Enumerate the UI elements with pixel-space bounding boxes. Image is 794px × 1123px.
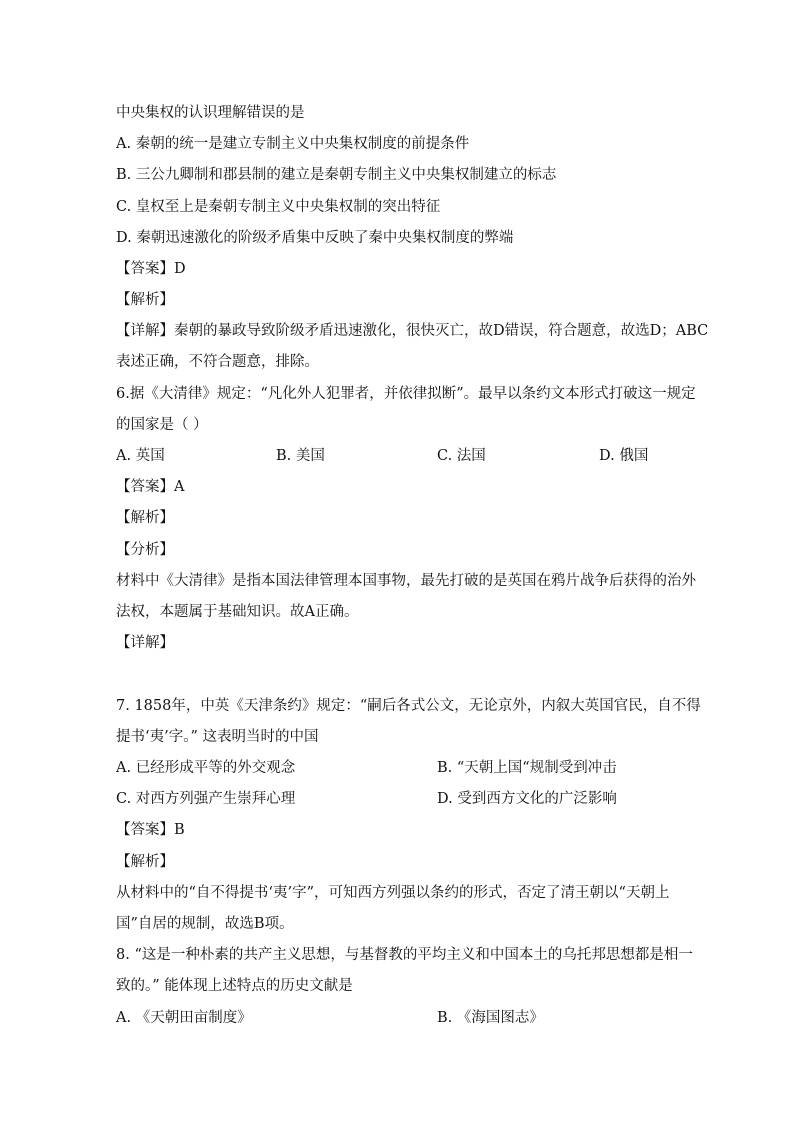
q5-option-d: D. 秦朝迅速激化的阶级矛盾集中反映了秦中央集权制度的弊端 [116, 230, 514, 246]
q6-detail-title: 【详解】 [116, 635, 174, 651]
q5-detail-line2: 表述正确，不符合题意，排除。 [116, 354, 319, 370]
q5-option-a: A. 秦朝的统一是建立专制主义中央集权制度的前提条件 [116, 136, 470, 152]
q5-stem-tail: 中央集权的认识理解错误的是 [116, 105, 305, 121]
q6-option-c: C. 法国 [437, 448, 486, 464]
q6-option-b: B. 美国 [276, 448, 325, 464]
q7-option-b: B. “天朝上国“规制受到冲击 [437, 760, 617, 776]
q6-fenxi-title: 【分析】 [116, 542, 174, 558]
q7-analysis-line1: 从材料中的“自不得提书‘夷’字”，可知西方列强以条约的形式，否定了清王朝以“天朝上 [116, 885, 670, 901]
q6-stem-line1: 6.据《大清律》规定：“凡化外人犯罪者，并依律拟断”。最早以条约文本形式打破这一规定 [116, 386, 696, 402]
q6-fenxi-line1: 材料中《大清律》是指本国法律管理本国事物，最先打破的是英国在鸦片战争后获得的治外 [116, 573, 696, 589]
q7-option-a: A. 已经形成平等的外交观念 [116, 760, 296, 776]
q6-analysis-title: 【解析】 [116, 510, 174, 526]
q5-option-c: C. 皇权至上是秦朝专制主义中央集权制的突出特征 [116, 199, 441, 215]
q5-answer: 【答案】D [116, 261, 186, 277]
q7-analysis-line2: 国”自居的规制，故选B项。 [116, 916, 294, 932]
q7-stem-line2: 提书‘夷’字。” 这表明当时的中国 [116, 729, 319, 745]
q7-stem-line1: 7. 1858年，中英《天津条约》规定：“嗣后各式公文，无论京外，内叙大英国官民，自不得 [116, 698, 701, 714]
q6-answer: 【答案】A [116, 479, 185, 495]
q5-option-b: B. 三公九卿制和郡县制的建立是秦朝专制主义中央集权制建立的标志 [116, 167, 557, 183]
q6-option-d: D. 俄国 [599, 448, 649, 464]
q5-detail-line1: 【详解】秦朝的暴政导致阶级矛盾迅速激化，很快灭亡，故D错误，符合题意，故选D；ABC [116, 323, 709, 339]
q8-option-a: A. 《天朝田亩制度》 [116, 1010, 252, 1026]
q7-option-d: D. 受到西方文化的广泛影响 [437, 791, 617, 807]
q8-stem-line2: 致的。” 能体现上述特点的历史文献是 [116, 978, 353, 994]
q7-answer: 【答案】B [116, 822, 185, 838]
q5-analysis-title: 【解析】 [116, 292, 174, 308]
q8-stem-line1: 8. “这是一种朴素的共产主义思想，与基督教的平均主义和中国本土的乌托邦思想都是相一 [116, 947, 693, 963]
q6-stem-line2: 的国家是（ ） [116, 417, 208, 433]
q7-option-c: C. 对西方列强产生崇拜心理 [116, 791, 296, 807]
q7-analysis-title: 【解析】 [116, 854, 174, 870]
q8-option-b: B. 《海国图志》 [437, 1010, 544, 1026]
q6-option-a: A. 英国 [116, 448, 165, 464]
q6-fenxi-line2: 法权，本题属于基础知识。故A正确。 [116, 604, 359, 620]
